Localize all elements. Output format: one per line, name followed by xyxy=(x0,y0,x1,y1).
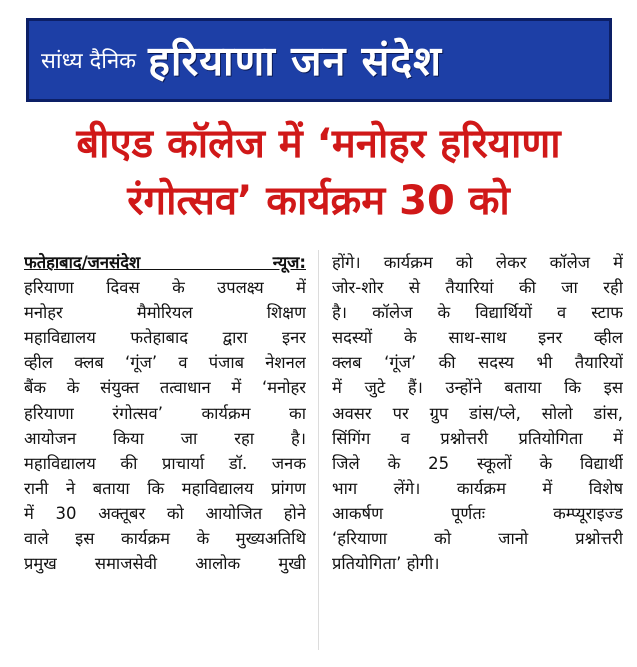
article-column-left xyxy=(24,250,306,576)
article-dateline: फतेहाबाद/जनसंदेश न्यूज: xyxy=(24,253,306,272)
column-divider xyxy=(318,250,319,650)
article-line: क्लब ‘गूंज’ की सदस्य भी तैयारियों xyxy=(332,353,623,373)
article-line: मनोहर मैमोरियल शिक्षण xyxy=(24,303,306,323)
article-line: प्रतियोगिता’ होगी। xyxy=(332,554,440,574)
article-line: व्हील क्लब ‘गूंज’ व पंजाब नेशनल xyxy=(24,353,306,373)
article-line: में जुटे हैं। उन्होंने बताया कि इस xyxy=(332,378,623,398)
article-line: हरियाणा रंगोत्सव’ कार्यक्रम का xyxy=(24,403,306,423)
masthead-prefix: सांध्य दैनिक xyxy=(41,49,137,74)
article-line: में 30 अक्तूबर को आयोजित होने xyxy=(24,503,306,523)
article-line: होंगे। कार्यक्रम को लेकर कॉलेज में xyxy=(332,253,623,272)
article-line: ‘हरियाणा को जानो प्रश्नोत्तरी xyxy=(332,529,623,549)
article-line: सदस्यों के साथ-साथ इनर व्हील xyxy=(332,328,623,348)
article-headline xyxy=(10,116,627,230)
article-line: महाविद्यालय की प्राचार्या डॉ. जनक xyxy=(24,453,306,473)
article-line: सिंगिंग व प्रश्नोत्तरी प्रतियोगिता में xyxy=(332,428,623,448)
article-line: जिले के 25 स्कूलों के विद्यार्थी xyxy=(332,453,623,473)
article-line: भाग लेंगे। कार्यक्रम में विशेष xyxy=(332,478,623,498)
article-line: है। कॉलेज के विद्यार्थियों व स्टाफ xyxy=(332,303,623,323)
article-line: प्रमुख समाजसेवी आलोक मुखी xyxy=(24,554,306,574)
newspaper-title: हरियाणा जन संदेश xyxy=(148,37,443,85)
headline-line-1: बीएड कॉलेज में ‘मनोहर हरियाणा xyxy=(76,121,561,167)
article-line: महाविद्यालय फतेहाबाद द्वारा इनर xyxy=(24,328,306,348)
article-line: बैंक के संयुक्त तत्वाधान में ‘मनोहर xyxy=(24,378,306,398)
article-line: आयोजन किया जा रहा है। xyxy=(24,428,306,448)
newspaper-masthead xyxy=(26,18,612,102)
article-line: आकर्षण पूर्णतः कम्प्यूराइज्ड xyxy=(332,503,623,523)
article-line: जोर-शोर से तैयारियां की जा रही xyxy=(332,278,623,298)
headline-line-2: रंगोत्सव’ कार्यक्रम 30 को xyxy=(127,178,510,224)
article-line: अवसर पर ग्रुप डांस/प्ले, सोलो डांस, xyxy=(332,403,623,423)
article-column-right xyxy=(332,250,623,576)
article-line: रानी ने बताया कि महाविद्यालय प्रांगण xyxy=(24,478,306,498)
article-line: वाले इस कार्यक्रम के मुख्यअतिथि xyxy=(24,529,306,549)
article-line: हरियाणा दिवस के उपलक्ष्य में xyxy=(24,278,306,298)
